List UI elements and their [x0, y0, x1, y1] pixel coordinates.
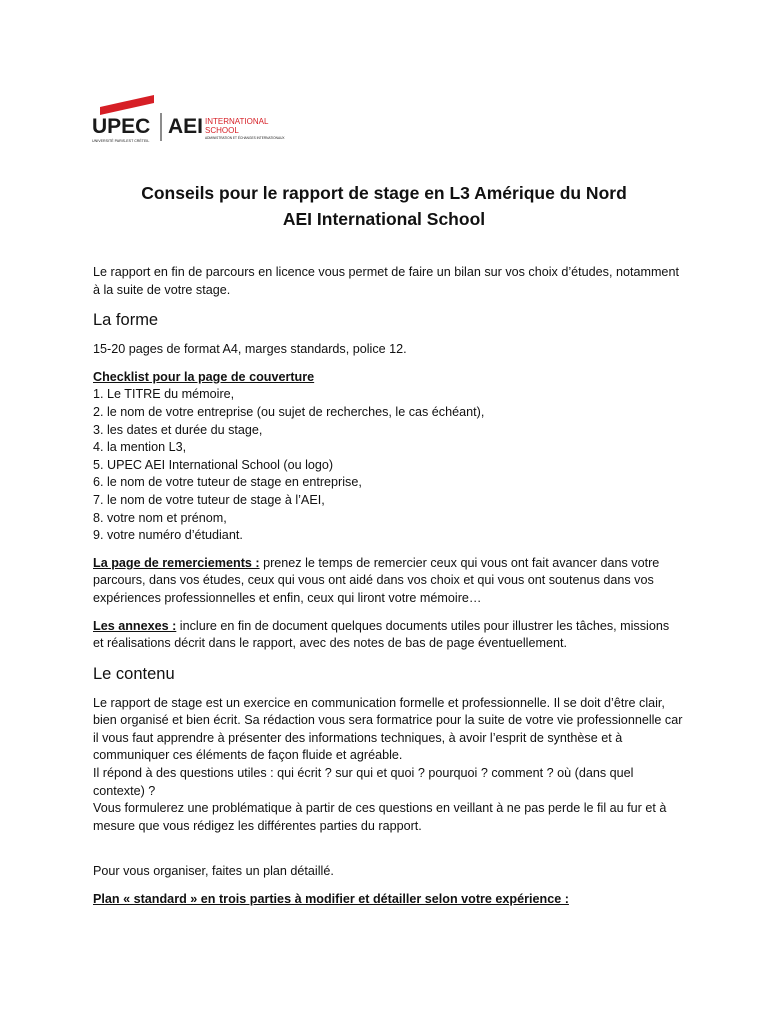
contenu-paragraph-3: Vous formulerez une problématique à partir de ces questions en veillant à ne pas perde le fil au fur et à mesure que vous rédigez les différentes parties du rapport. — [93, 801, 667, 833]
plan-heading: Plan « standard » en trois parties à modifier et détailler selon votre expérience : — [93, 892, 569, 907]
title-line-2: AEI International School — [282, 209, 486, 229]
section-heading-contenu: Le contenu — [93, 664, 175, 683]
checklist-item: 7. le nom de votre tuteur de stage à l’AEI, — [93, 492, 325, 507]
upec-aei-logo — [92, 93, 292, 145]
checklist-item: 9. votre numéro d’étudiant. — [93, 528, 243, 543]
document-title — [0, 180, 768, 232]
contenu-paragraph-1: Le rapport de stage est un exercice en communication formelle et professionnelle. Il se doit d’être clair, bien organisé et bien écrit. Sa rédaction vous sera formatrice pour la suite de votre vie professionnelle car il vous faut apprendre à présenter des informations techniques, à avoir l’esprit de synthèse et à communiquer ces éléments de façon fluide et agréable. — [93, 695, 683, 763]
aei-school-text: SCHOOL — [205, 126, 239, 135]
annexes-label: Les annexes : — [93, 618, 177, 633]
upec-red-bar — [100, 95, 154, 115]
title-line-1: Conseils pour le rapport de stage en L3 Amérique du Nord — [141, 183, 627, 203]
checklist-item: 6. le nom de votre tuteur de stage en entreprise, — [93, 475, 362, 490]
intro-paragraph: Le rapport en fin de parcours en licence vous permet de faire un bilan sur vos choix d’études, notamment à la suite de votre stage. — [93, 265, 679, 297]
aei-international-text: INTERNATIONAL — [205, 117, 269, 126]
aei-subtext: ADMINISTRATION ET ÉCHANGES INTERNATIONAUX — [205, 136, 285, 140]
remerciements-text: prenez le temps de remercier ceux qui vous ont fait avancer dans votre parcours, dans vos études, ceux qui vous ont aidé dans vos choix et qui vous ont soutenus dans vos expériences professionnelles et enfin, ceux qui liront votre mémoire… — [93, 555, 660, 605]
checklist-item: 5. UPEC AEI International School (ou logo) — [93, 457, 334, 472]
checklist-item: 4. la mention L3, — [93, 440, 187, 455]
aei-wordmark: AEI — [168, 115, 204, 138]
section-heading-forme: La forme — [93, 311, 159, 330]
logo-graphic — [92, 93, 292, 145]
remerciements-paragraph — [93, 555, 683, 608]
checklist-item: 2. le nom de votre entreprise (ou sujet de recherches, le cas échéant), — [93, 404, 485, 419]
contenu-paragraph-2: Il répond à des questions utiles : qui écrit ? sur qui et quoi ? pourquoi ? comment ? où (dans quel contexte) ? — [93, 766, 634, 798]
upec-subtext: UNIVERSITÉ PARIS-EST CRÉTEIL — [92, 139, 150, 143]
annexes-text: inclure en fin de document quelques documents utiles pour illustrer les tâches, missions et réalisations décrit dans le rapport, avec des notes de bas de page éventuellement. — [93, 618, 670, 651]
checklist-title: Checklist pour la page de couverture — [93, 369, 315, 384]
checklist-item: 1. Le TITRE du mémoire, — [93, 387, 235, 402]
organiser-paragraph: Pour vous organiser, faites un plan détaillé. — [93, 864, 334, 879]
checklist — [93, 386, 683, 544]
upec-wordmark: UPEC — [92, 115, 151, 138]
annexes-paragraph — [93, 618, 683, 653]
checklist-item: 8. votre nom et prénom, — [93, 510, 227, 525]
remerciements-label: La page de remerciements : — [93, 555, 260, 570]
checklist-item: 3. les dates et durée du stage, — [93, 422, 263, 437]
document-body — [93, 264, 683, 909]
format-paragraph: 15-20 pages de format A4, marges standards, police 12. — [93, 342, 407, 357]
